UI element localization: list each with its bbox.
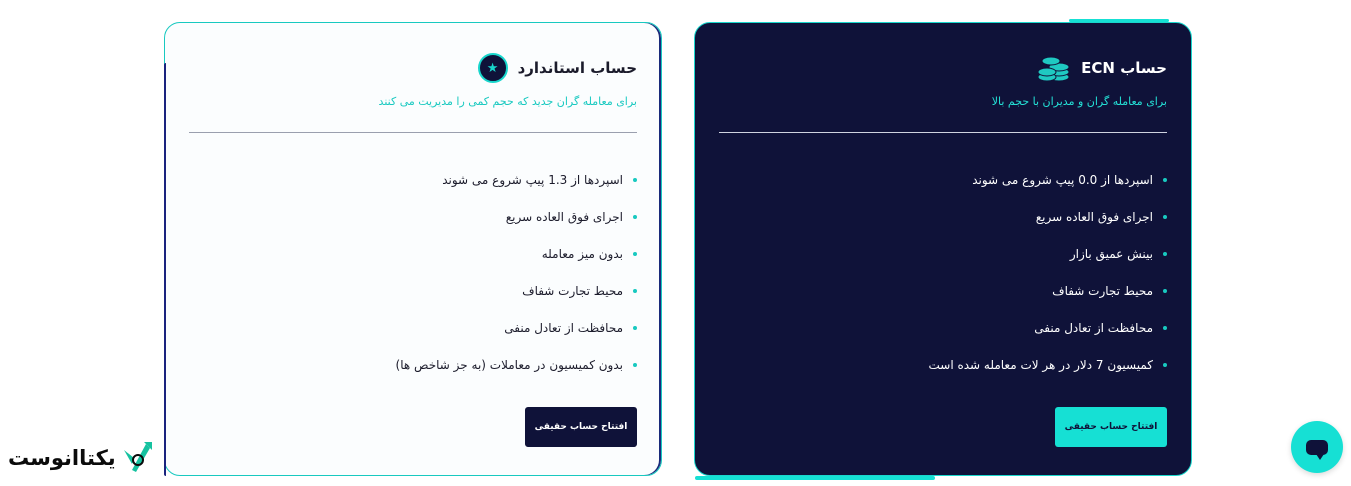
list-item: بدون کمیسیون در معاملات (به جز شاخص ها) [197,346,637,383]
standard-card-subtitle: برای معامله گران جدید که حجم کمی را مدیریت می کنند [378,95,637,108]
bullet-icon [633,215,637,219]
bullet-icon [1163,252,1167,256]
logo-text: یکتاانوست [8,446,116,470]
bullet-icon [633,289,637,293]
ecn-feature-list [727,161,1167,383]
bullet-icon [1163,178,1167,182]
list-item: اسپردها از 0.0 پیپ شروع می شوند [727,161,1167,198]
bullet-icon [633,252,637,256]
yektainvest-logo-icon [120,440,154,476]
ecn-card-subtitle: برای معامله گران و مدیران با حجم بالا [991,95,1167,108]
bullet-icon [1163,363,1167,367]
bullet-icon [633,363,637,367]
list-item: بینش عمیق بازار [727,235,1167,272]
divider [719,132,1167,133]
standard-card-header [478,53,637,83]
brand-logo[interactable] [8,440,154,476]
chat-bubble-icon [1306,440,1328,455]
bullet-icon [1163,215,1167,219]
list-item: بدون میز معامله [197,235,637,272]
ecn-open-account-button[interactable]: افتتاح حساب حقیقی [1055,407,1167,447]
list-item: اجرای فوق العاده سریع [727,198,1167,235]
standard-open-account-button[interactable]: افتتاح حساب حقیقی [525,407,637,447]
standard-feature-list [197,161,637,383]
list-item: اسپردها از 1.3 پیپ شروع می شوند [197,161,637,198]
ecn-card-header [1037,53,1167,83]
list-item: محافظت از تعادل منفی [197,309,637,346]
bullet-icon [1163,289,1167,293]
bullet-icon [633,178,637,182]
list-item: محیط تجارت شفاف [727,272,1167,309]
ecn-card-title: حساب ECN [1081,59,1167,77]
divider [189,132,637,133]
list-item: اجرای فوق العاده سریع [197,198,637,235]
list-item: کمیسیون 7 دلار در هر لات معامله شده است [727,346,1167,383]
coins-stack-icon [1037,53,1071,83]
list-item: محیط تجارت شفاف [197,272,637,309]
chat-widget-button[interactable] [1291,421,1343,473]
bullet-icon [1163,326,1167,330]
standard-card-title: حساب استاندارد [517,59,637,77]
star-badge-icon: ★ [478,53,508,83]
ecn-account-card [694,22,1192,476]
standard-account-card [164,22,662,476]
list-item: محافظت از تعادل منفی [727,309,1167,346]
bullet-icon [633,326,637,330]
